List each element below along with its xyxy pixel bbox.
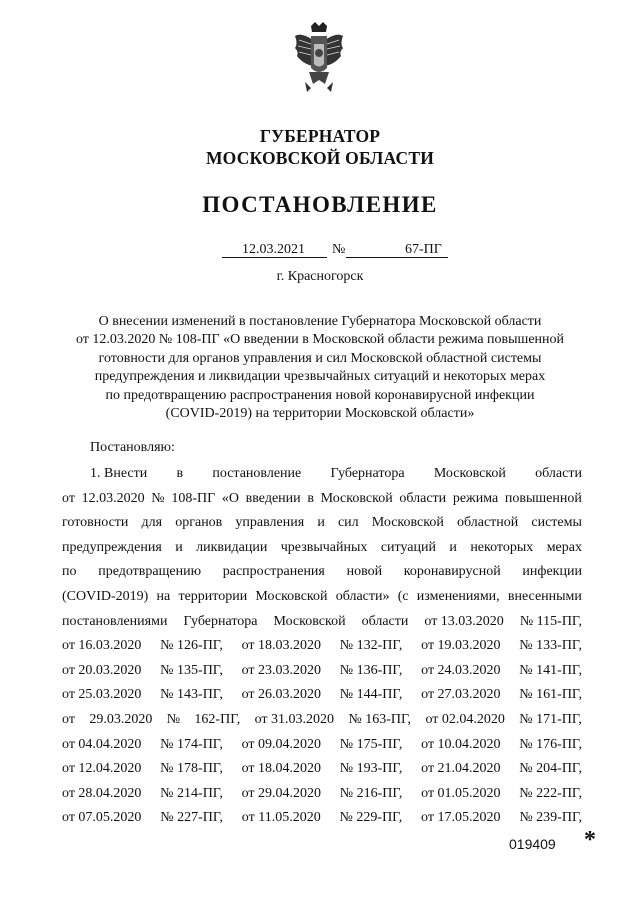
body-word: 29.03.2020 (89, 711, 153, 727)
body-word: распространения (222, 564, 325, 580)
number-sign: № (332, 242, 346, 257)
body-word: № 143-ПГ, (160, 687, 223, 703)
body-word: 162-ПГ, (194, 711, 241, 727)
body-word: сил (337, 515, 359, 531)
body-word: постановлениями (62, 613, 168, 629)
issuer-title: ГУБЕРНАТОР (259, 126, 381, 146)
body-word: № 193-ПГ, (339, 761, 403, 777)
body-word: № 239-ПГ, (519, 810, 582, 826)
body-word: Московской (273, 613, 346, 629)
body-word: от 26.03.2020 (241, 687, 321, 703)
body-word: инфекции (522, 564, 582, 580)
subject-line: по предотвращению распространения новой коронавирусной инфекции (105, 387, 535, 403)
subject-line: предупреждения и ликвидации чрезвычайных ситуаций и некоторых мерах (94, 369, 546, 385)
body-word: в (307, 490, 314, 506)
body-word: от (62, 490, 75, 506)
body-word: № 161-ПГ, (519, 687, 582, 703)
body-line (62, 683, 582, 708)
body-word: от (62, 711, 75, 727)
body-word: Губернатора (183, 613, 258, 629)
body-word: Губернатора (330, 466, 405, 481)
body-word: (с (397, 588, 409, 604)
body-word: и (449, 539, 457, 555)
body-word: № 204-ПГ, (519, 761, 582, 777)
body-word: по (62, 564, 77, 580)
body-word: № 144-ПГ, (339, 687, 403, 703)
body-word: режима (452, 490, 499, 506)
body-word: № 141-ПГ, (519, 662, 582, 678)
body-word: повышенной (504, 490, 582, 506)
document-code: 019409 (509, 836, 556, 852)
body-word: № 214-ПГ, (160, 785, 223, 801)
body-word: от 21.04.2020 (421, 761, 501, 777)
body-line (62, 511, 582, 536)
body-word: предупреждения (62, 539, 162, 555)
body-word: № 216-ПГ, (339, 785, 403, 801)
body-word: Московской (433, 466, 506, 481)
body-line (62, 806, 582, 831)
body-word: 108-ПГ (171, 490, 216, 506)
body-word: от 25.03.2020 (62, 687, 142, 703)
body-word: управления (235, 515, 305, 531)
body-word: от 02.04.2020 (425, 711, 505, 727)
body-word: (COVID-2019) (62, 588, 149, 604)
document-type: ПОСТАНОВЛЕНИЕ (202, 192, 438, 217)
body-word: № 136-ПГ, (339, 662, 403, 678)
body-word: ликвидации (196, 539, 268, 555)
body-word: внесенными (507, 588, 582, 604)
subject-line: готовности для органов управления и сил Московской областной системы (98, 350, 542, 366)
body-word: от 27.03.2020 (421, 687, 501, 703)
body-line (62, 757, 582, 782)
body-word: от 20.03.2020 (62, 662, 142, 678)
body-line (62, 462, 582, 487)
body-word: новой (346, 564, 383, 580)
issuer-region: МОСКОВСКОЙ ОБЛАСТИ (205, 148, 435, 168)
body-word: № 174-ПГ, (160, 736, 223, 752)
body-word: предотвращению (98, 564, 202, 580)
preamble: Постановляю: (90, 440, 175, 455)
body-line (62, 708, 582, 733)
body-word: от 18.04.2020 (241, 761, 321, 777)
document-body (62, 462, 582, 831)
body-word: № 227-ПГ, (160, 810, 223, 826)
body-word: № 176-ПГ, (519, 736, 582, 752)
body-word: № 171-ПГ, (519, 711, 582, 727)
body-word: Московской (255, 588, 328, 604)
body-word: № 163-ПГ, (348, 711, 412, 727)
subject-line: О внесении изменений в постановление Губернатора Московской области (98, 314, 542, 329)
body-word: 12.03.2020 (81, 490, 145, 506)
body-word: области» (335, 588, 390, 604)
body-line (62, 487, 582, 512)
body-word: от 16.03.2020 (62, 638, 142, 654)
body-word: чрезвычайных (280, 539, 368, 555)
body-word: от 09.04.2020 (241, 736, 321, 752)
subject-line: (COVID-2019) на территории Московской области» (165, 406, 475, 422)
body-word: от 12.04.2020 (62, 761, 142, 777)
body-word: от 23.03.2020 (241, 662, 321, 678)
body-line (62, 782, 582, 807)
body-word: мерах (546, 539, 582, 555)
asterisk-mark: * (584, 827, 596, 853)
body-word: ситуаций (380, 539, 436, 555)
subject-line: от 12.03.2020 № 108-ПГ «О введении в Московской области режима повышенной (75, 332, 565, 348)
body-word: изменениями, (416, 588, 500, 604)
body-word: на (156, 588, 171, 604)
body-word: № 115-ПГ, (519, 613, 582, 629)
body-word: Московской (320, 490, 393, 506)
document-number: 67-ПГ (405, 242, 442, 257)
body-word: № (166, 711, 181, 727)
body-word: системы (531, 515, 582, 531)
body-word: 1. Внести (90, 466, 148, 481)
place-of-issue: г. Красногорск (276, 269, 364, 284)
body-word: для (141, 515, 163, 531)
document-subject (0, 313, 640, 423)
body-word: № 222-ПГ, (519, 785, 582, 801)
body-word: от 01.05.2020 (421, 785, 501, 801)
body-word: от 28.04.2020 (62, 785, 142, 801)
body-word: области (535, 466, 582, 481)
body-word: № (151, 490, 165, 506)
body-word: и (317, 515, 325, 531)
body-word: органов (175, 515, 223, 531)
body-line (62, 585, 582, 610)
body-word: готовности (62, 515, 129, 531)
body-word: от 29.04.2020 (241, 785, 321, 801)
body-word: Московской (371, 515, 444, 531)
document-date: 12.03.2021 (242, 242, 305, 257)
body-word: от 19.03.2020 (421, 638, 501, 654)
body-word: постановление (212, 466, 302, 481)
body-word: некоторых (470, 539, 534, 555)
body-word: области (399, 490, 447, 506)
body-word: введении (245, 490, 301, 506)
body-word: от 04.04.2020 (62, 736, 142, 752)
body-word: от 24.03.2020 (421, 662, 501, 678)
body-line (62, 536, 582, 561)
body-word: от 11.05.2020 (241, 810, 321, 826)
body-line (62, 634, 582, 659)
body-word: № 132-ПГ, (339, 638, 403, 654)
body-word: № 126-ПГ, (160, 638, 223, 654)
body-word: от 07.05.2020 (62, 810, 142, 826)
body-word: № 135-ПГ, (160, 662, 223, 678)
body-word: территории (178, 588, 248, 604)
body-line (62, 610, 582, 635)
body-word: от 18.03.2020 (241, 638, 321, 654)
body-word: от 31.03.2020 (254, 711, 335, 727)
date-number-line (222, 241, 448, 259)
body-word: областной (456, 515, 519, 531)
body-word: в (176, 466, 184, 481)
body-word: № 178-ПГ, (160, 761, 223, 777)
body-word: № 133-ПГ, (519, 638, 582, 654)
body-line (62, 733, 582, 758)
body-word: от 17.05.2020 (421, 810, 501, 826)
body-line (62, 560, 582, 585)
body-word: от 13.03.2020 (424, 613, 504, 629)
body-word: № 229-ПГ, (339, 810, 403, 826)
body-word: «О (221, 490, 239, 506)
body-line (62, 659, 582, 684)
body-word: и (175, 539, 183, 555)
body-word: коронавирусной (403, 564, 501, 580)
coat-of-arms-icon (291, 22, 347, 96)
body-word: от 10.04.2020 (421, 736, 501, 752)
body-word: области (361, 613, 409, 629)
body-word: № 175-ПГ, (339, 736, 403, 752)
